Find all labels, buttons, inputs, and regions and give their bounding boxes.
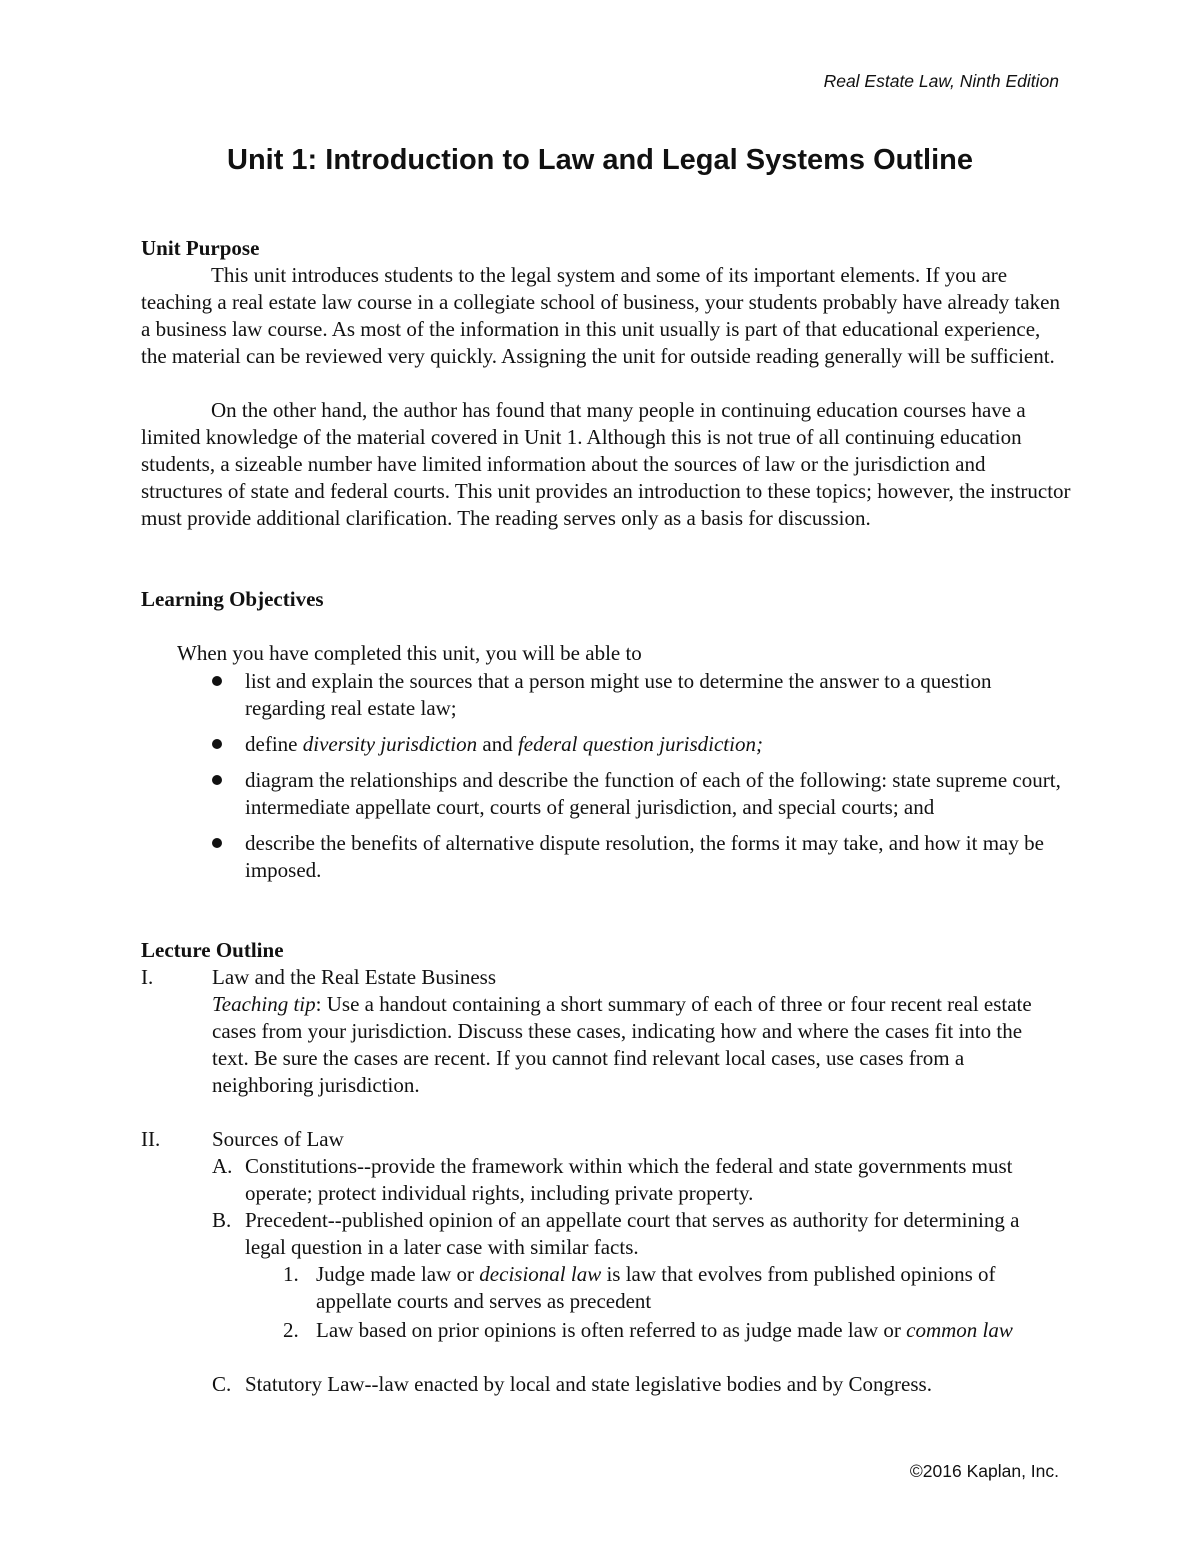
unit-purpose-heading: Unit Purpose [141, 236, 260, 260]
objective-text: and [477, 732, 518, 756]
outline-letter: B. [212, 1208, 232, 1232]
objective-text: define [245, 732, 303, 756]
objective-term: diversity jurisdiction [302, 732, 478, 756]
unit-purpose-paragraph-2: On the other hand, the author has found that many people in continuing education courses have a limited knowledge of the material covered in Unit 1. Although this is not true of all continuing education students, a sizeable number have limited information about the sources of law or the jurisdiction and structures of state and federal courts. This unit provides an introduction to these topics; however, the instructor must provide additional clarification. The reading serves only as a basis for discussion. [141, 398, 1071, 530]
bullet-icon [212, 676, 222, 686]
outline-number: 1. [283, 1262, 299, 1286]
objectives-list [0, 668, 1200, 893]
bullet-icon [212, 775, 222, 785]
list-item [0, 767, 1065, 821]
teaching-tip-label: Teaching tip [212, 992, 316, 1016]
subitem-term: common law [906, 1318, 1013, 1342]
outline-subitem-text [316, 1261, 1066, 1315]
outline-item-text: Precedent--published opinion of an appellate court that serves as authority for determining a legal question in a later case with similar facts. [245, 1208, 1020, 1259]
list-item [0, 830, 1065, 884]
copyright-footer: ©2016 Kaplan, Inc. [909, 1461, 1059, 1481]
subitem-text-part: Law based on prior opinions is often referred to as judge made law or [316, 1318, 907, 1342]
subitem-term: decisional law [479, 1262, 602, 1286]
bullet-icon [212, 838, 222, 848]
teaching-tip-text: : Use a handout containing a short summary of each of three or four recent real estate cases from your jurisdiction. Discuss these cases, indicating how and where the cases fit into the text. Be sure the cases are recent. If you cannot find relevant local cases, use cases from a neighboring jurisdiction. [212, 992, 1032, 1097]
page-title: Unit 1: Introduction to Law and Legal Systems Outline [227, 144, 973, 176]
running-header: Real Estate Law, Ninth Edition [823, 71, 1059, 91]
subitem-text-part: is law that evolves from published opinions of appellate courts and serves as precedent [316, 1262, 996, 1313]
outline-item-text: Constitutions--provide the framework within which the federal and state governments must operate; protect individual rights, including private property. [245, 1154, 1013, 1205]
subitem-text-part: Judge made law or [316, 1262, 480, 1286]
outline-subitem-text [316, 1317, 1066, 1344]
outline-item-text: Statutory Law--law enacted by local and state legislative bodies and by Congress. [245, 1372, 932, 1396]
outline-section-title: Sources of Law [212, 1127, 344, 1151]
outline-numeral: I. [141, 965, 154, 989]
objectives-intro: When you have completed this unit, you will be able to [177, 641, 642, 665]
outline-numeral: II. [141, 1127, 161, 1151]
lecture-outline-heading: Lecture Outline [141, 938, 284, 962]
learning-objectives-heading: Learning Objectives [141, 587, 324, 611]
outline-letter: A. [212, 1154, 233, 1178]
objective-text: list and explain the sources that a person might use to determine the answer to a question regarding real estate law; [245, 669, 992, 720]
list-item [0, 731, 1065, 758]
teaching-tip [212, 991, 1062, 1099]
objective-text: describe the benefits of alternative dispute resolution, the forms it may take, and how it may be imposed. [245, 831, 1044, 882]
outline-number: 2. [283, 1318, 299, 1342]
outline-section-title: Law and the Real Estate Business [212, 965, 497, 989]
unit-purpose-paragraph-1: This unit introduces students to the legal system and some of its important elements. If you are teaching a real estate law course in a collegiate school of business, your students probably have already taken a business law course. As most of the information in this unit usually is part of that educational experience, the material can be reviewed very quickly. Assigning the unit for outside reading generally will be sufficient. [141, 263, 1061, 368]
list-item [0, 668, 1065, 722]
outline-letter: C. [212, 1372, 232, 1396]
bullet-icon [212, 739, 222, 749]
objective-term: federal question jurisdiction; [517, 732, 763, 756]
objective-text: diagram the relationships and describe the function of each of the following: state supreme court, intermediate appellate court, courts of general jurisdiction, and special courts; and [245, 768, 1061, 819]
